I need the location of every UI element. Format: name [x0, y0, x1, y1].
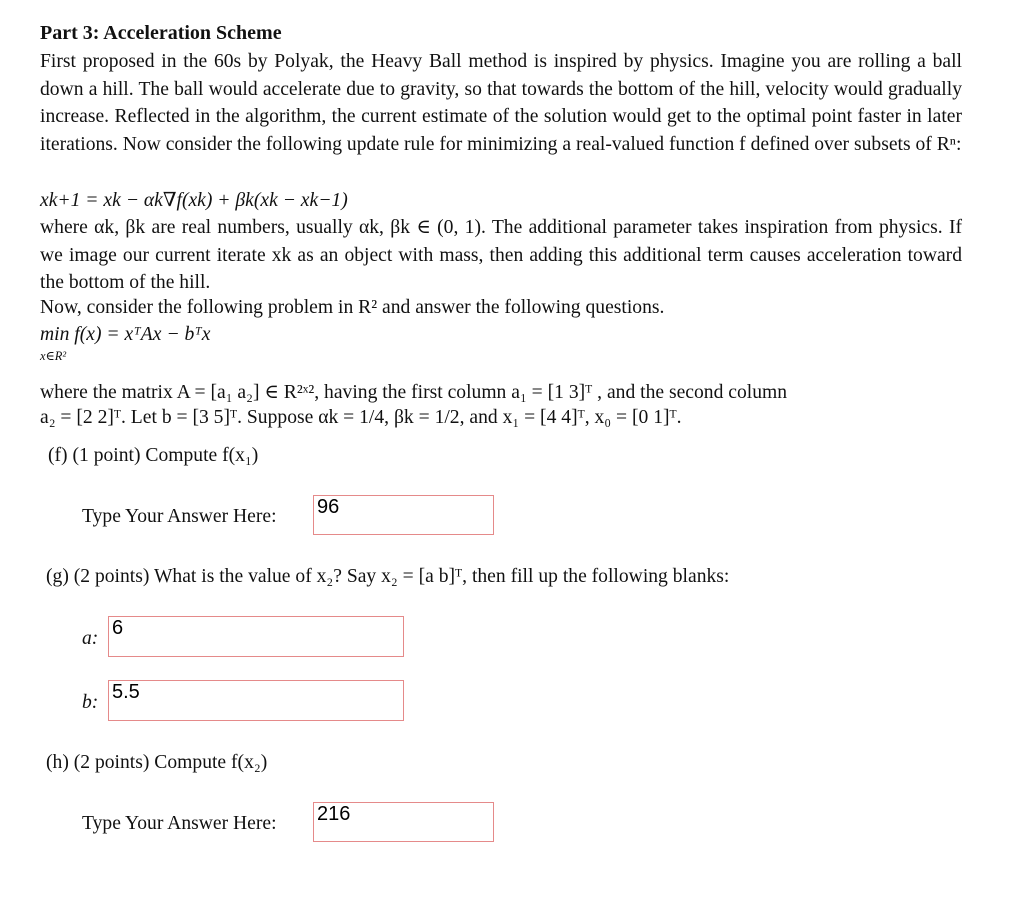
question-h-answer-label: Type Your Answer Here:	[82, 813, 277, 834]
intro-paragraph: First proposed in the 60s by Polyak, the Heavy Ball method is inspired by physics. Imagine you are rolling a ball down a hill. The ball would accelerate due to gravity, so that towards the bottom of the hill, velocity would gradually increase. Reflected in the algorithm, the current estimate of the solution would get to the optimal point faster in later iterations. Now consider the following update rule for minimizing a real-valued function f defined over subsets of Rⁿ:	[40, 51, 962, 155]
update-rule: xk+1 = xk − αk∇f(xk) + βk(xk − xk−1)	[40, 190, 348, 211]
question-h-answer-input[interactable]: 216	[313, 802, 494, 842]
question-g-b-input[interactable]: 5.5	[108, 680, 404, 721]
question-g-a-input[interactable]: 6	[108, 616, 404, 657]
consider-text: Now, consider the following problem in R² and answer the following questions.	[40, 297, 665, 318]
question-g-label: (g) (2 points) What is the value of x₂? Say x₂ = [a b]ᵀ, then fill up the following blanks:	[46, 566, 730, 587]
matrix-text-line2: a₂ = [2 2]ᵀ. Let b = [3 5]ᵀ. Suppose αk = 1/4, βk = 1/2, and x₁ = [4 4]ᵀ, x₀ = [0 1]ᵀ.	[40, 407, 682, 428]
matrix-text-line1: where the matrix A = [a₁ a₂] ∈ R²ˣ², having the first column a₁ = [1 3]ᵀ , and the second column	[40, 382, 788, 403]
question-g-b-label: b:	[82, 692, 99, 713]
question-f-answer-input[interactable]: 96	[313, 495, 494, 535]
objective: min f(x) = xᵀAx − bᵀx	[40, 324, 211, 345]
section-heading: Part 3: Acceleration Scheme	[40, 22, 282, 44]
question-h-label: (h) (2 points) Compute f(x₂)	[46, 752, 268, 773]
question-f-answer-label: Type Your Answer Here:	[82, 506, 277, 527]
where-paragraph: where αk, βk are real numbers, usually αk, βk ∈ (0, 1). The additional parameter takes inspiration from physics. If we image our current iterate xk as an object with mass, then adding this additional term causes acceleration toward the bottom of the hill.	[40, 217, 962, 293]
objective-subscript: x∈R²	[40, 349, 67, 363]
question-g-a-label: a:	[82, 628, 99, 649]
question-f-label: (f) (1 point) Compute f(x₁)	[48, 445, 259, 466]
